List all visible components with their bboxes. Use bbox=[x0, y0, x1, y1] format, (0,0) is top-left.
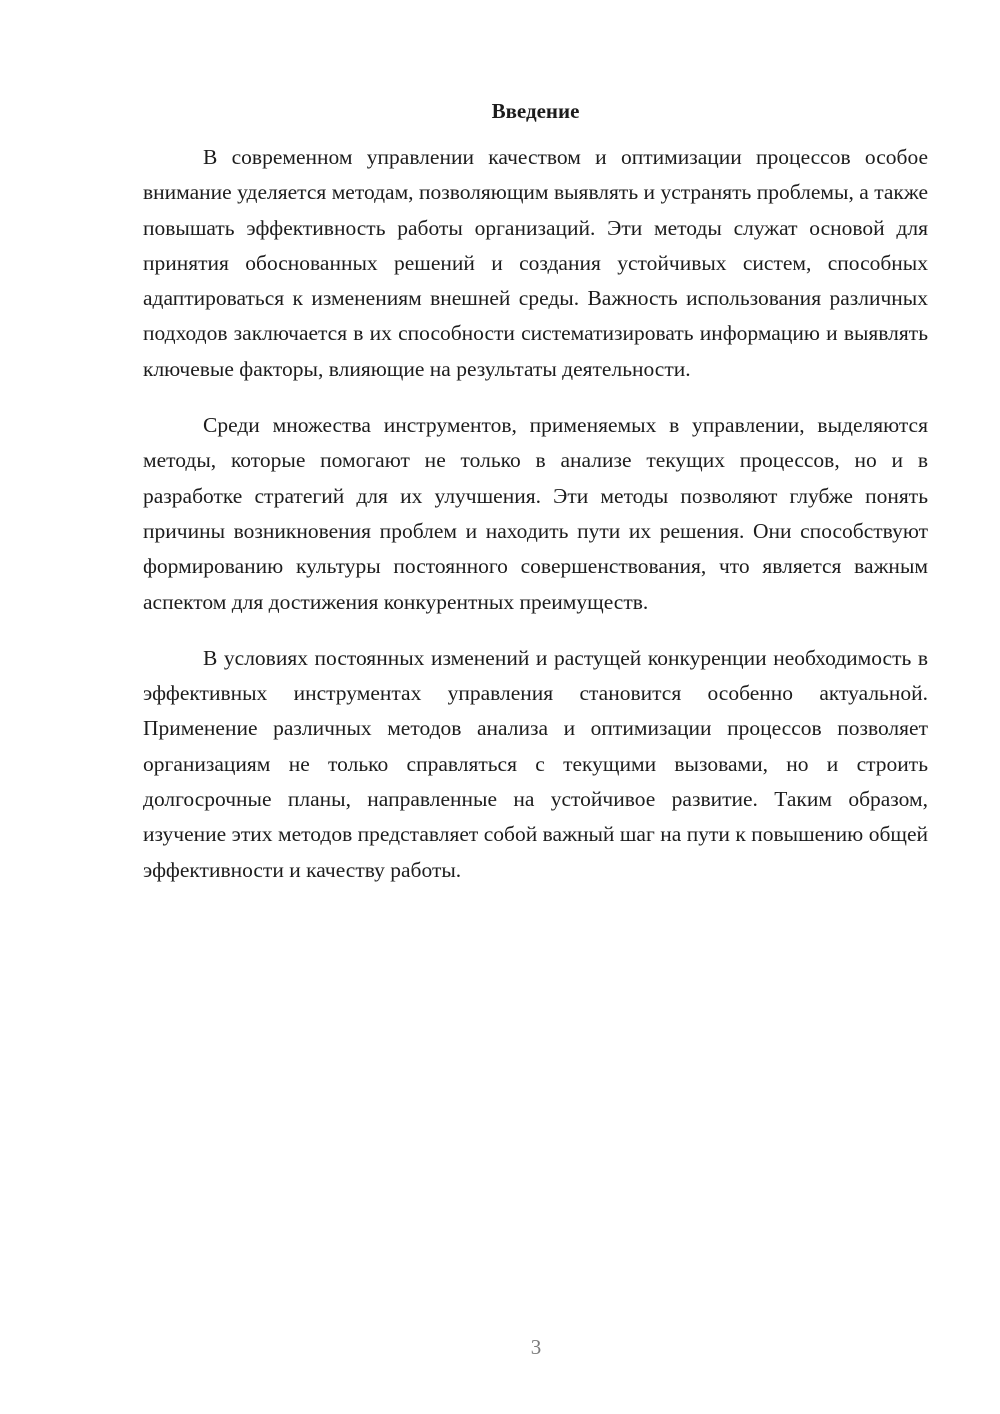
paragraph-2: Среди множества инструментов, применяемых в управлении, выделяются методы, которые помогают не только в анализе текущих процессов, но и в разработке стратегий для их улучшения. Эти методы позволяют глубже понять причины возникновения проблем и находить пути их решения. Они способствуют формированию культуры постоянного совершенствования, что является важным аспектом для достижения конкурентных преимуществ. bbox=[143, 413, 928, 614]
paragraph-3: В условиях постоянных изменений и растущей конкуренции необходимость в эффективных инструментах управления становится особенно актуальной. Применение различных методов анализа и оптимизации процессов позволяет организациям не только справляться с текущими вызовами, но и строить долгосрочные планы, направленные на устойчивое развитие. Таким образом, изучение этих методов представляет собой важный шаг на пути к повышению общей эффективности и качеству работы. bbox=[143, 645, 928, 882]
section-heading: Введение bbox=[491, 99, 580, 123]
paragraph-1: В современном управлении качеством и оптимизации процессов особое внимание уделяется методам, позволяющим выявлять и устранять проблемы, а также повышать эффективность работы организаций. Эти методы служат основой для принятия обоснованных решений и создания устойчивых систем, способных адаптироваться к изменениям внешней среды. Важность использования различных подходов заключается в их способности систематизировать информацию и выявлять ключевые факторы, влияющие на результаты деятельности. bbox=[143, 145, 928, 381]
page-body bbox=[143, 96, 928, 909]
page-number: 3 bbox=[530, 1335, 542, 1359]
